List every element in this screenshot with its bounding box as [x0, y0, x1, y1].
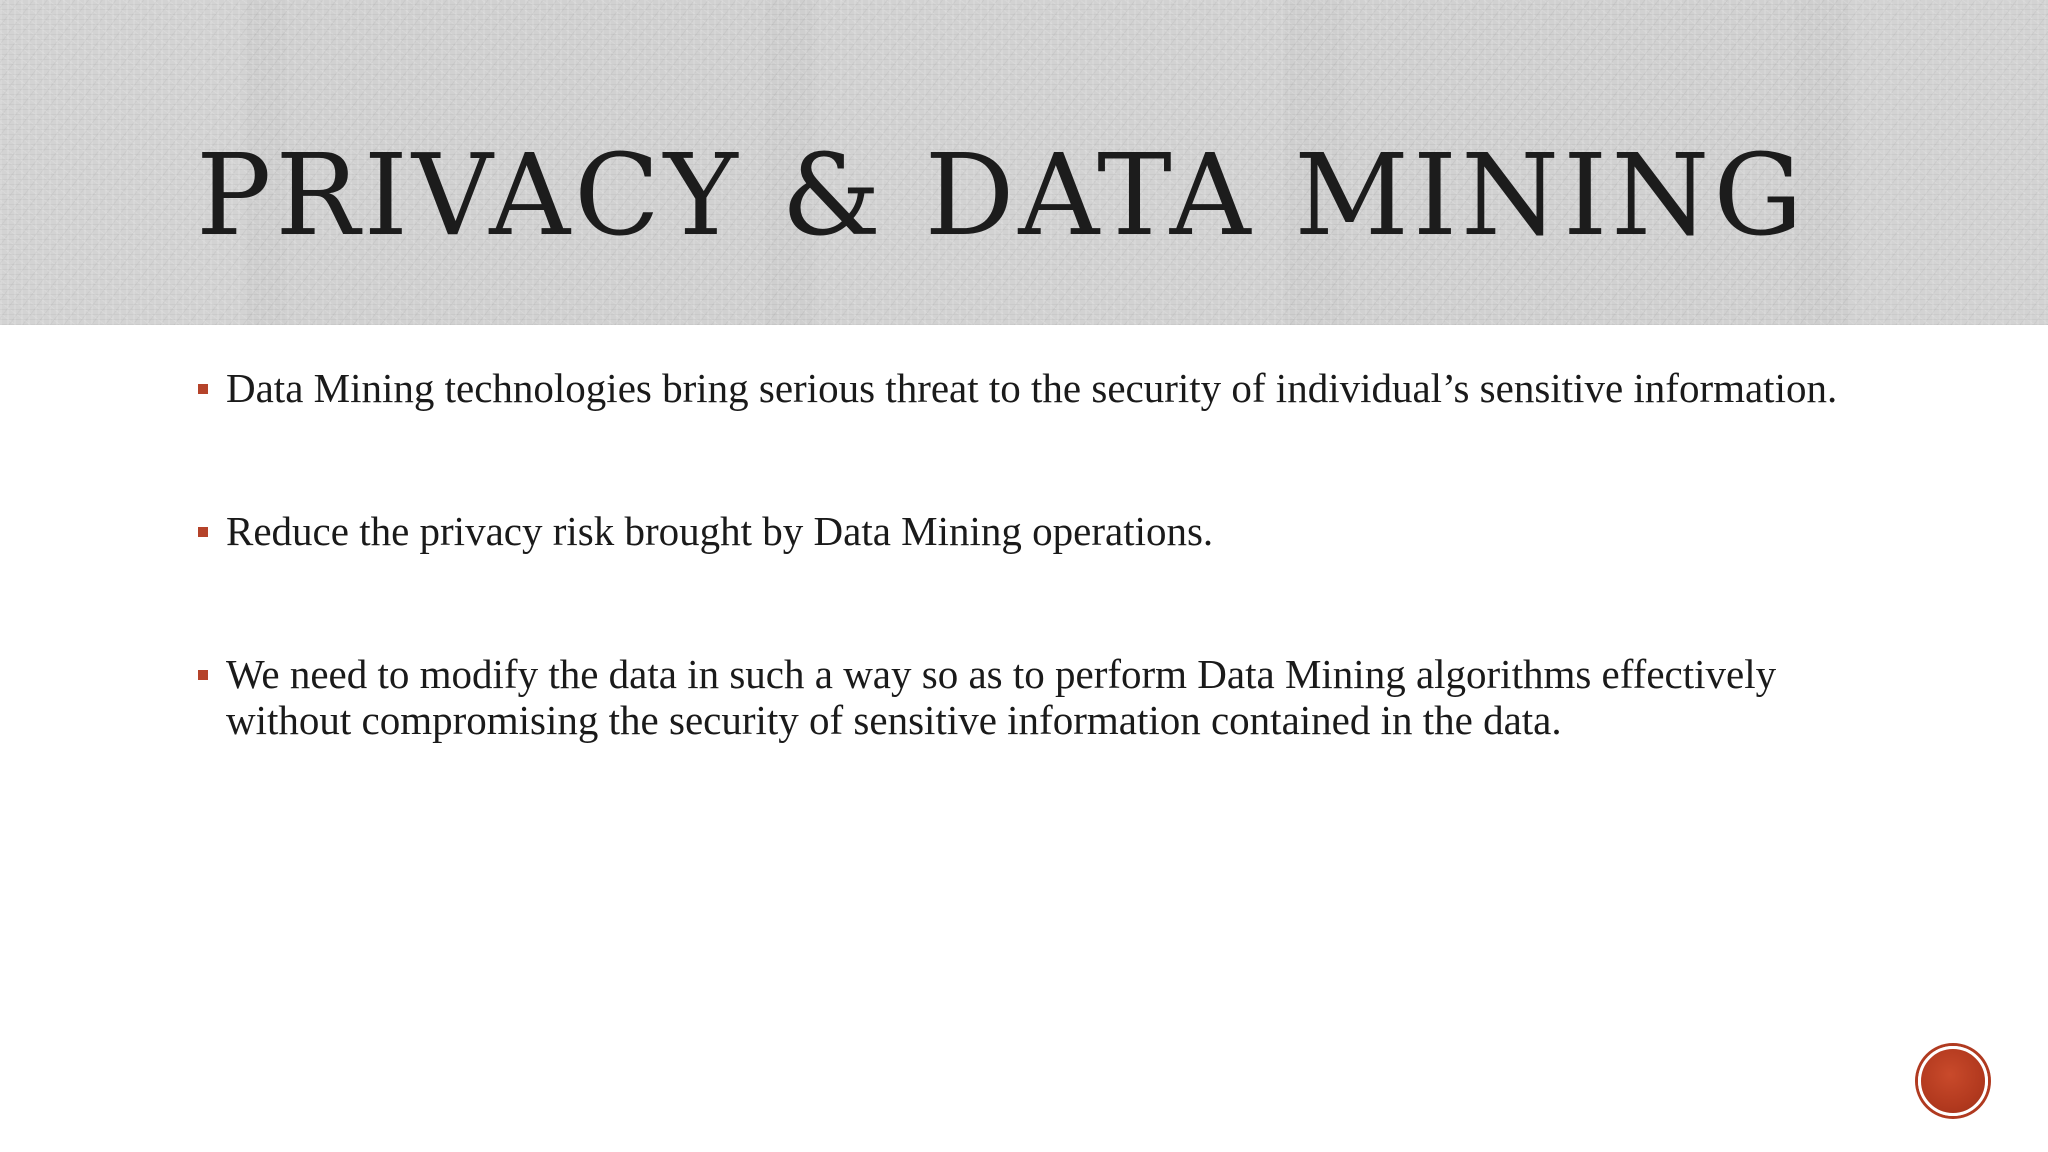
bullet-text: Data Mining technologies bring serious threat to the security of individual’s sensitive information.: [226, 365, 1838, 411]
texture-panel: [1850, 0, 2048, 325]
square-bullet-icon: [198, 527, 208, 537]
bullet-list: [196, 365, 1896, 840]
bullet-item: [196, 365, 1896, 411]
bullet-text: Reduce the privacy risk brought by Data Mining operations.: [226, 508, 1214, 554]
square-bullet-icon: [198, 384, 208, 394]
circle-button-icon[interactable]: [1918, 1046, 1988, 1116]
bullet-text: We need to modify the data in such a way so as to perform Data Mining algorithms effectively without compromising the security of sensitive information contained in the data.: [226, 651, 1777, 743]
square-bullet-icon: [198, 670, 208, 680]
slide-title: PRIVACY & DATA MINING: [196, 131, 1807, 261]
bullet-item: [196, 651, 1896, 743]
bullet-item: [196, 508, 1896, 554]
